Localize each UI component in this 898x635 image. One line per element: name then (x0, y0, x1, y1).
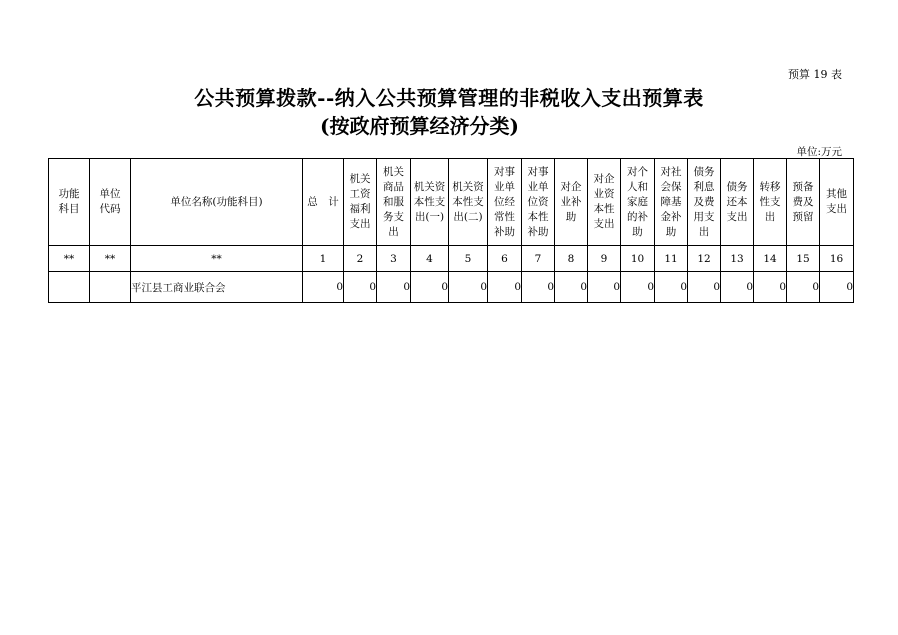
value-cell: 0 (411, 272, 449, 303)
col-header: 对企业补助 (555, 159, 588, 246)
col-header-total: 总 计 (303, 159, 344, 246)
index-cell: ** (49, 246, 90, 272)
budget-table (48, 158, 854, 303)
index-cell: 9 (588, 246, 621, 272)
index-cell: 15 (787, 246, 820, 272)
value-cell: 0 (488, 272, 522, 303)
col-header: 预备费及预留 (787, 159, 820, 246)
value-cell: 0 (303, 272, 344, 303)
index-cell: 10 (621, 246, 655, 272)
unit-label: 单位:万元 (796, 146, 842, 158)
index-cell: 5 (449, 246, 488, 272)
col-header: 债务还本支出 (721, 159, 754, 246)
col-header: 机关商品和服务支出 (377, 159, 411, 246)
col-header-unit-code: 单位代码 (90, 159, 131, 246)
col-header: 机关资本性支出(二) (449, 159, 488, 246)
index-cell: 6 (488, 246, 522, 272)
index-cell: 11 (655, 246, 688, 272)
col-header: 转移性支出 (754, 159, 787, 246)
col-header: 债务利息及费用支出 (688, 159, 721, 246)
index-cell: 2 (344, 246, 377, 272)
value-cell: 0 (754, 272, 787, 303)
index-cell: 7 (522, 246, 555, 272)
page-title: 公共预算拨款--纳入公共预算管理的非税收入支出预算表 (194, 86, 704, 110)
value-cell: 0 (588, 272, 621, 303)
index-cell: 3 (377, 246, 411, 272)
value-cell: 0 (377, 272, 411, 303)
index-cell: 14 (754, 246, 787, 272)
col-header: 对企业资本性支出 (588, 159, 621, 246)
index-cell: 13 (721, 246, 754, 272)
form-number: 预算 19 表 (788, 68, 842, 81)
value-cell: 0 (721, 272, 754, 303)
value-cell: 0 (787, 272, 820, 303)
col-header: 机关工资福利支出 (344, 159, 377, 246)
value-cell: 0 (820, 272, 854, 303)
page-subtitle: (按政府预算经济分类) (320, 114, 519, 138)
func-code-cell (49, 272, 90, 303)
col-header: 对事业单位经常性补助 (488, 159, 522, 246)
index-cell: 4 (411, 246, 449, 272)
col-header-func-code: 功能科目 (49, 159, 90, 246)
header-row (49, 159, 854, 246)
value-cell: 0 (344, 272, 377, 303)
col-header-unit-name: 单位名称(功能科目) (131, 159, 303, 246)
unit-name-cell: 平江县工商业联合会 (131, 272, 303, 303)
index-cell: 8 (555, 246, 588, 272)
col-header: 对事业单位资本性补助 (522, 159, 555, 246)
value-cell: 0 (621, 272, 655, 303)
index-cell: 16 (820, 246, 854, 272)
index-cell: ** (131, 246, 303, 272)
value-cell: 0 (555, 272, 588, 303)
value-cell: 0 (655, 272, 688, 303)
value-cell: 0 (688, 272, 721, 303)
table-row (49, 272, 854, 303)
unit-code-cell (90, 272, 131, 303)
index-row (49, 246, 854, 272)
index-cell: 1 (303, 246, 344, 272)
col-header: 对个人和家庭的补助 (621, 159, 655, 246)
value-cell: 0 (449, 272, 488, 303)
col-header: 机关资本性支出(一) (411, 159, 449, 246)
value-cell: 0 (522, 272, 555, 303)
col-header: 其他支出 (820, 159, 854, 246)
index-cell: ** (90, 246, 131, 272)
index-cell: 12 (688, 246, 721, 272)
col-header: 对社会保障基金补助 (655, 159, 688, 246)
